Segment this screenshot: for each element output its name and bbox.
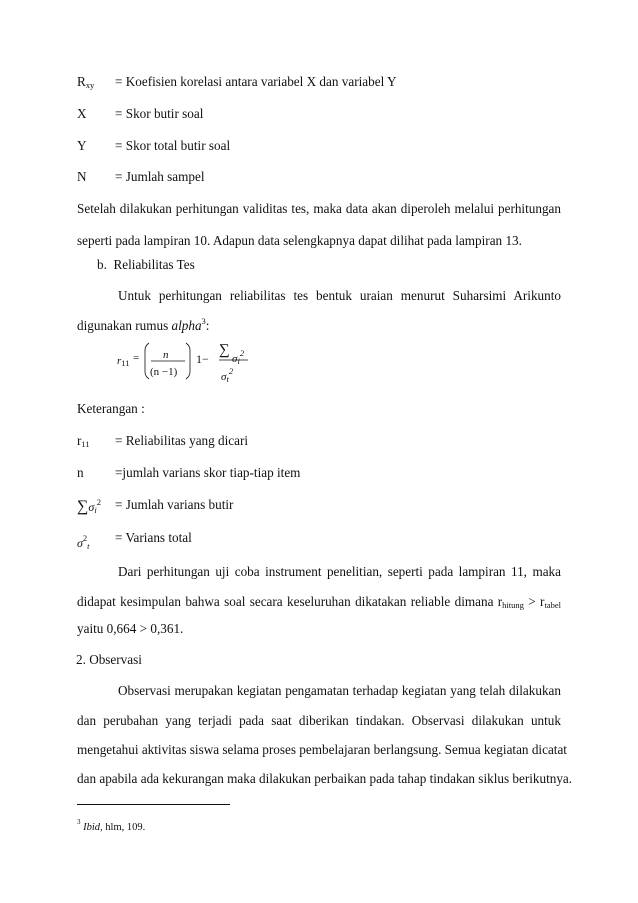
para1-line1: Setelah dilakukan perhitungan validitas tes, maka data akan diperoleh melalui perhitungan [77,201,561,216]
para4-line1: Observasi merupakan kegiatan pengamatan terhadap kegiatan yang telah dilakukan [118,683,561,698]
def-text-rxy: = Koefisien korelasi antara variabel X dan variabel Y [115,74,397,89]
para4-line3: mengetahui aktivitas siswa selama proses pembelajaran berlangsung. Semua kegiatan dicatat [77,742,567,757]
formula-sigma-t: $\sigma_t^2$ [221,366,234,384]
formula-sigma-i: $\sigma_i^2$ [232,348,245,366]
def-term-n: N [77,169,87,184]
formula-frac1-den: (n −1) [150,366,178,378]
para3-line1: Dari perhitungan uji coba instrument penelitian, seperti pada lampiran 11, maka [118,564,561,579]
def-text-sigma-t: = Varians total [115,530,192,545]
def-term-sum-sigma: $\sum\sigma_i^2$ [77,497,101,515]
def-text-n-small: =jumlah varians skor tiap-tiap item [115,465,301,480]
formula-sum: ∑ [219,342,230,358]
para1-line2: seperti pada lampiran 10. Adapun data selengkapnya dapat dilihat pada lampiran 13. [77,233,522,248]
def-term-sigma-t: $\sigma^2_t$ [77,533,90,551]
formula-equals: = [133,352,140,364]
para2-line1: Untuk perhitungan reliabilitas tes bentuk uraian menurut Suharsimi Arikunto [118,288,561,303]
def-text-x: = Skor butir soal [115,106,204,121]
def-text-sum-sigma: = Jumlah varians butir [115,497,234,512]
formula-one-minus: 1− [196,352,209,366]
keterangan-label: Keterangan : [77,401,145,416]
footnote: $^3$ Ibid, hlm, 109. [77,818,146,833]
def-term-rxy: $R_{xy}$ [77,74,95,90]
def-text-y: = Skor total butir soal [115,138,231,153]
section-b-heading: b. Reliabilitas Tes [97,257,195,272]
def-term-n-small: n [77,465,84,480]
para3-line2: didapat kesimpulan bahwa soal secara keseluruhan dikatakan reliable dimana $r_{hitung} > r_{tabel}$ [77,594,561,610]
def-term-r11: $r_{11}$ [77,433,90,449]
def-text-r11: = Reliabilitas yang dicari [115,433,249,448]
para4-line2: dan perubahan yang terjadi pada saat diberikan tindakan. Observasi dilakukan untuk [77,713,561,728]
formula-frac1-num: n [163,349,169,361]
def-term-x: X [77,106,87,121]
para3-line3: yaitu 0,664 > 0,361. [77,621,184,636]
section-2-heading: 2. Observasi [76,652,142,667]
def-term-y: Y [77,138,87,153]
formula-lhs: $r_{11}$ [117,355,130,368]
para2-line2: digunakan rumus alpha$^3$: [77,316,210,333]
def-text-n: = Jumlah sampel [115,169,205,184]
footnote-rule [77,804,230,805]
para4-line4: dan apabila ada kekurangan maka dilakukan perbaikan pada tahap tindakan siklus berikutnya. [77,771,573,786]
